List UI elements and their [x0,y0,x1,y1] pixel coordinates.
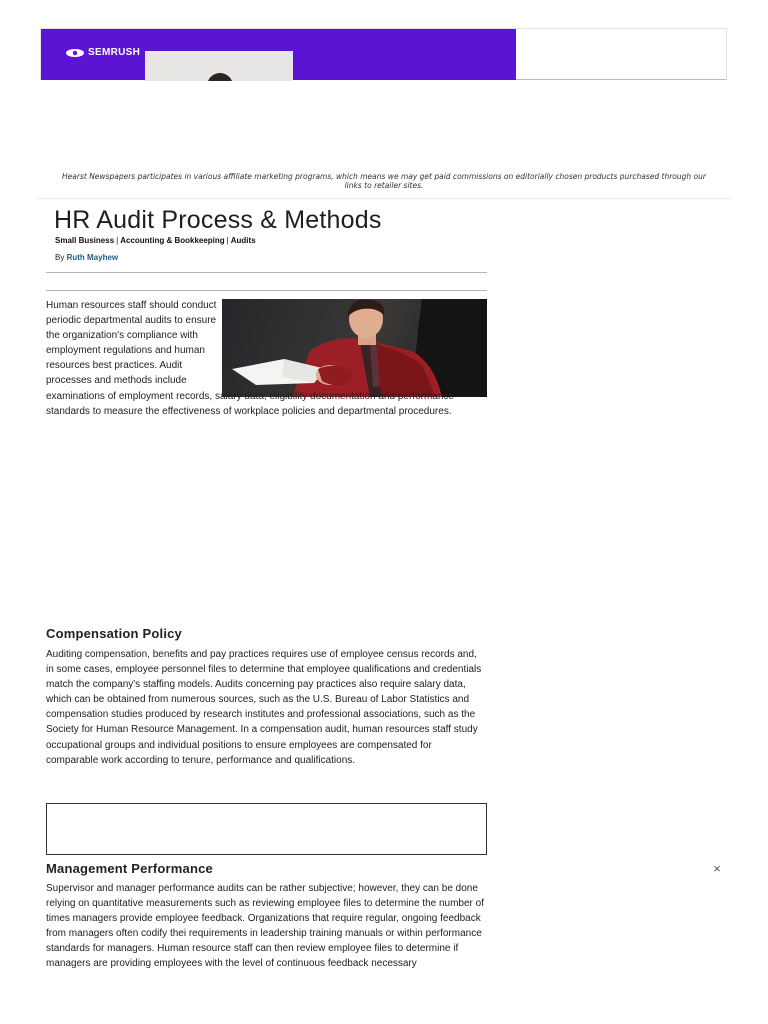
top-ad-banner[interactable] [40,28,727,80]
ad-photo [145,51,293,81]
inline-ad-box[interactable] [46,803,487,855]
section-body-compensation-policy: Auditing compensation, benefits and pay practices requires use of employee census records and, in some cases, employee personnel files to determine that employee qualifications and credentials match the company's staffing models. Audits concerning pay practices also require salary data, which can be obtained from numerous sources, such as the U.S. Bureau of Labor Statistics and compensation studies produced by research institutes and professional associations, such as the Society for Human Resource Management. In a compensation audit, human resources staff study occupational groups and individual positions to ensure employees are compensated for comparable work according to tenure, performance and qualifications. [46,649,482,766]
semrush-logo [65,47,140,58]
affiliate-disclaimer: Hearst Newspapers participates in various affiliate marketing programs, which means we may get paid commissions on editorially chosen products purchased through our links to retailer sites. [62,172,706,190]
header-divider [36,198,732,199]
ad-brand-name: SEMRUSH [88,47,141,58]
page-title: HR Audit Process & Methods [54,206,382,234]
section-body-management-performance: Supervisor and manager performance audits can be rather subjective; however, they can be done relying on quantitative measurements such as reviewing employee files to determine the number of times managers provide employee feedback. Organizations that require regular, ongoing feedback from managers often codify thei requirements in leadership training manuals or within performance standards for managers. Human resource staff can then review employee files to determine if managers are providing employees with the level of continuous feedback necessary [46,883,485,970]
section-heading-management-performance: Management Performance [46,861,213,876]
close-icon[interactable]: × [713,861,721,876]
breadcrumb-audits[interactable]: Audits [230,236,256,245]
byline [55,253,118,262]
section-heading-compensation-policy: Compensation Policy [46,626,182,641]
byline-divider-top [46,272,487,273]
semrush-logo-icon [65,48,85,58]
byline-prefix: By [55,253,65,262]
ad-photo-figure [207,73,233,81]
breadcrumb [55,236,256,245]
byline-divider-bottom [46,290,487,291]
breadcrumb-separator: | [116,236,119,245]
intro-wrapped-text: Human resources staff should conduct periodic departmental audits to ensure the organization's compliance with employment regulations and human resources best practices. Audit processes and methods include [46,300,217,387]
breadcrumb-accounting[interactable]: Accounting & Bookkeeping [120,236,225,245]
intro-paragraph [46,298,466,419]
breadcrumb-separator: | [226,236,229,245]
breadcrumb-small-business[interactable]: Small Business [55,236,115,245]
ad-brand-panel[interactable] [41,29,516,80]
author-link[interactable]: Ruth Mayhew [66,253,119,262]
intro-full-text: examinations of employment records, salary data, eligibility documentation and performance standards to measure the effectiveness of workplace policies and departmental procedures. [46,390,454,417]
